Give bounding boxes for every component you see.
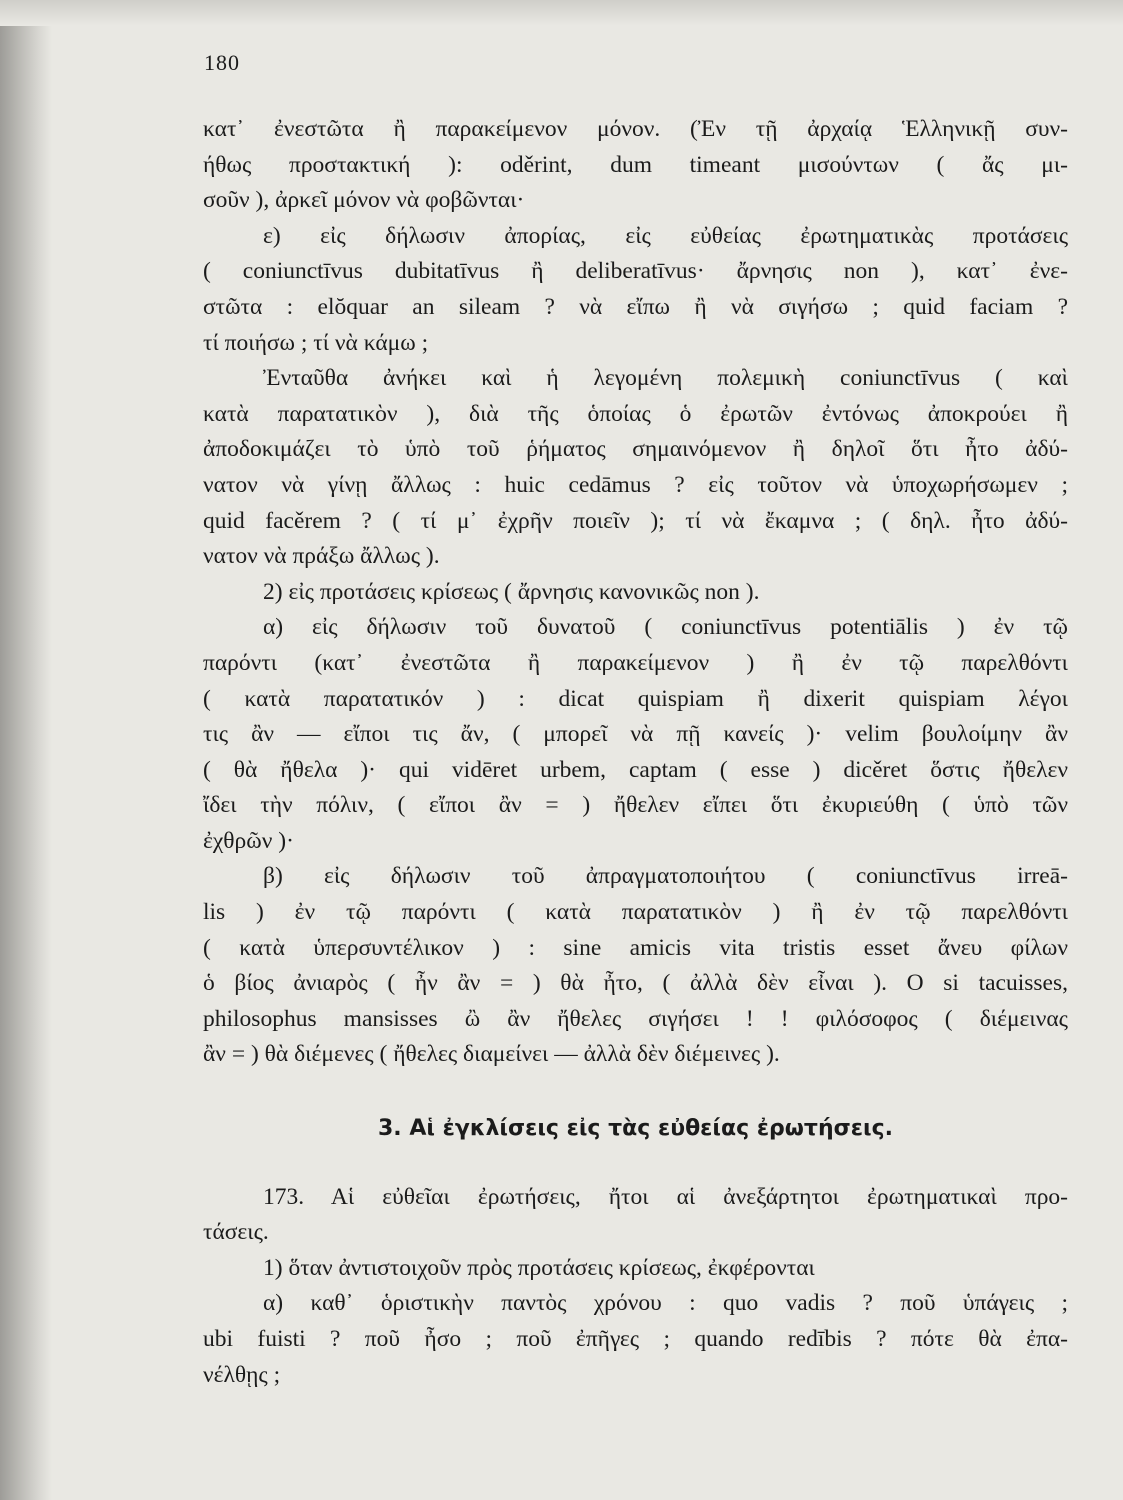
text-line: νατον νὰ πράξω ἄλλως ). [203,543,440,570]
text-line: κατ᾽ ἐνεστῶτα ἢ παρακείμενον μόνον. (Ἐν τῇ ἀρχαίᾳ Ἑλληνικῇ συν- [203,116,1068,142]
text-line: ( coniunctīvus dubitatīvus ἢ deliberatīvus· ἄρνησις non ), κατ᾽ ἐνε- [203,258,1068,285]
text-line: τις ἂν — εἴποι τις ἄν, ( μπορεῖ νὰ πῇ κανείς )· velim βουλοίμην ἂν [203,721,1068,748]
text-line: β) εἰς δήλωσιν τοῦ ἀπραγματοποιήτου ( coniunctīvus irreā- [263,863,1068,890]
text-line: ἴδει τὴν πόλιν, ( εἴποι ἂν = ) ἤθελεν εἴπει ὅτι ἐκυριεύθη ( ὑπὸ τῶν [203,792,1068,819]
page-top-shadow [0,0,1123,26]
text-line: α) καθ᾽ ὁριστικὴν παντὸς χρόνου : quo vadis ? ποῦ ὑπάγεις ; [263,1290,1068,1317]
text-line: α) εἰς δήλωσιν τοῦ δυνατοῦ ( coniunctīvus potentiālis ) ἐν τῷ [263,614,1068,641]
text-line: philosophus mansisses ὢ ἂν ἤθελες σιγήσει ! ! φιλόσοφος ( διέμεινας [203,1005,1068,1032]
text-line: παρόντι (κατ᾽ ἐνεστῶτα ἢ παρακείμενον ) ἢ ἐν τῷ παρελθόντι [203,649,1068,676]
text-line: νέλθῃς ; [203,1361,281,1388]
text-line: quid facěrem ? ( τί μ᾽ ἐχρῆν ποιεῖν ); τί νὰ ἔκαμνα ; ( δηλ. ἦτο ἀδύ- [203,507,1068,534]
text-line: τάσεις. [203,1219,269,1246]
text-line: 2) εἰς προτάσεις κρίσεως ( ἄρνησις κανονικῶς non ). [263,578,760,605]
text-line: ἂν = ) θὰ διέμενες ( ἤθελες διαμείνει — ἀλλὰ δὲν διέμεινες ). [203,1041,780,1068]
text-line: στῶτα : elŏquar an sileam ? νὰ εἴπω ἢ νὰ σιγήσω ; quid faciam ? [203,293,1068,320]
text-line: τί ποιήσω ; τί νὰ κάμω ; [203,329,429,356]
text-line: 1) ὅταν ἀντιστοιχοῦν πρὸς προτάσεις κρίσεως, ἐκφέρονται [263,1254,815,1281]
section-heading: 3. Αἱ ἐγκλίσεις εἰς τὰς εὐθείας ἐρωτήσεις. [378,1116,893,1142]
text-line: ἐχθρῶν )· [203,827,294,854]
body-text [203,112,1068,1393]
paragraph-173-line: 173. Αἱ εὐθεῖαι ἐρωτήσεις, ἤτοι αἱ ἀνεξάρτητοι ἐρωτηματικαὶ προ- [263,1183,1068,1210]
text-line: ε) εἰς δήλωσιν ἀπορίας, εἰς εὐθείας ἐρωτηματικὰς προτάσεις [263,222,1068,249]
text-line: σοῦν ), ἀρκεῖ μόνον νὰ φοβῶνται· [203,187,525,214]
page-number: 180 [204,50,240,75]
text-line: ubi fuisti ? ποῦ ἦσο ; ποῦ ἐπῆγες ; quando redībis ? πότε θὰ ἐπα- [203,1326,1068,1352]
text-line: ὁ βίος ἀνιαρὸς ( ἦν ἂν = ) θὰ ἦτο, ( ἀλλὰ δὲν εἶναι ). O si tacuisses, [203,970,1068,997]
text-line: lis ) ἐν τῷ παρόντι ( κατὰ παρατατικὸν ) ἢ ἐν τῷ παρελθόντι [203,899,1068,926]
text-line: ( κατὰ παρατατικόν ) : dicat quispiam ἢ dixerit quispiam λέγοι [203,685,1068,712]
text-line: νατον νὰ γίνῃ ἄλλως : huic cedāmus ? εἰς τοῦτον νὰ ὑποχωρήσωμεν ; [203,471,1068,498]
page-edge-shadow [0,0,52,1500]
text-line: Ἐνταῦθα ἀνήκει καὶ ἡ λεγομένη πολεμικὴ coniunctīvus ( καὶ [263,365,1068,392]
text-line: κατὰ παρατατικὸν ), διὰ τῆς ὁποίας ὁ ἐρωτῶν ἐντόνως ἀποκρούει ἢ [203,400,1068,427]
text-line: ήθως προστακτική ): oděrint, dum timeant μισούντων ( ἄς μι- [203,151,1068,178]
text-line: ( κατὰ ὑπερσυντέλικον ) : sine amicis vita tristis esset ἄνευ φίλων [203,934,1068,961]
text-line: ( θὰ ἤθελα )· qui vidēret urbem, captam ( esse ) dicěret ὅστις ἤθελεν [203,756,1068,783]
text-line: ἀποδοκιμάζει τὸ ὑπὸ τοῦ ῥήματος σημαινόμενον ἢ δηλοῖ ὅτι ἦτο ἀδύ- [203,436,1068,463]
